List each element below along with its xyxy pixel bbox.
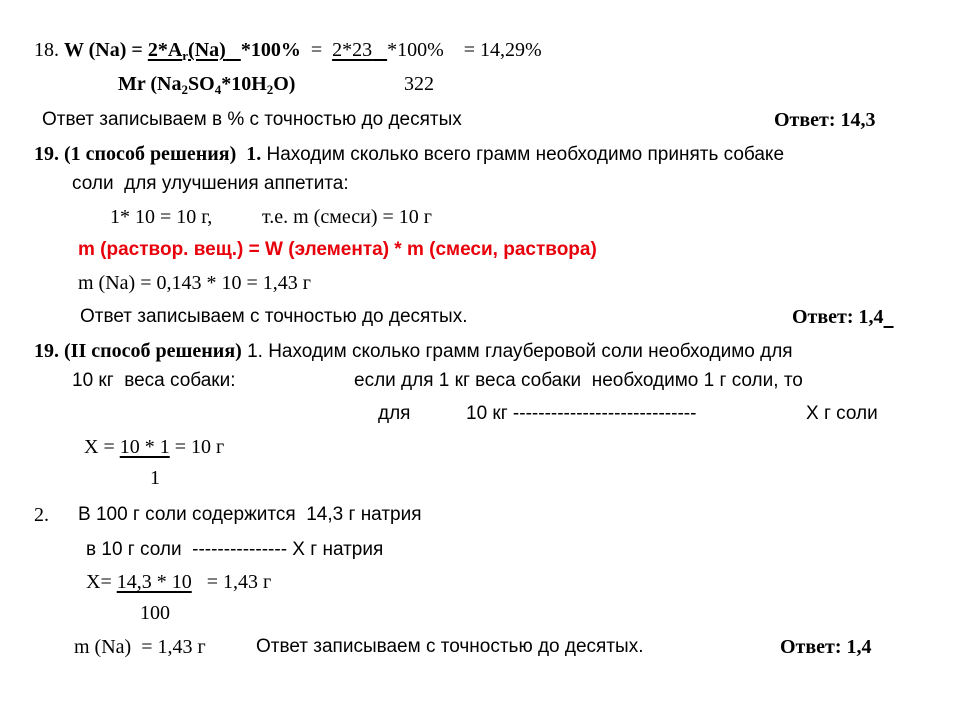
task19b-x2-equation: X= 14,3 * 10 = 1,43 г (86, 571, 272, 593)
task18-numerator-number: 2*23 (332, 39, 373, 61)
task18-times100-bold: *100% (240, 39, 301, 61)
task18-result: = 14,29% (463, 39, 542, 61)
task18-numerator: $2*A_r(Na)$ (147, 39, 226, 63)
task18-times100: *100% (387, 39, 444, 61)
task19a-calc-note: т.е. m (смеси) = 10 г (262, 206, 432, 228)
task19a-m-na: m (Na) = 0,143 * 10 = 1,43 г (78, 272, 311, 294)
task19a-answer: Ответ: 1,4 (792, 306, 884, 328)
task19b-line3-for: для (378, 403, 411, 424)
task18-formula-line (34, 39, 542, 63)
task19b-line2-left: 10 кг веса собаки: (72, 370, 236, 391)
task19b-step2-number: 2. (34, 504, 49, 526)
task19b-final-answer: Ответ: 1,4 (780, 636, 872, 658)
task19b-final-m: m (Na) = 1,43 г (74, 636, 206, 658)
task18-answer: Ответ: 14,3 (774, 109, 876, 131)
task18-lhs: W (Na) = (64, 39, 143, 61)
task19a-note: Ответ записываем с точностью до десятых. (80, 306, 468, 327)
task19a-line2: соли для улучшения аппетита: (72, 173, 349, 194)
task18-denominator-label: Mr $(Na_2SO_4*10H_2O)$ (118, 73, 296, 97)
task19a-calc: 1* 10 = 10 г, (110, 206, 213, 228)
task19b-final-note: Ответ записываем с точностью до десятых. (256, 636, 644, 657)
task18-equals: = (310, 39, 323, 61)
task19b-step2-line2: в 10 г соли --------------- X г натрия (86, 539, 384, 560)
task19b-line3-x: X г соли (806, 403, 878, 424)
task18-note: Ответ записываем в % с точностью до десятых (42, 109, 462, 130)
task19a-red-formula: m (раствор. вещ.) = W (элемента) * m (смеси, раствора) (78, 239, 597, 260)
task19b-step2-text: В 100 г соли содержится 14,3 г натрия (78, 504, 422, 525)
task19b-x2-denominator: 100 (140, 602, 170, 624)
task19b-x2-numerator: 14,3 * 10 (116, 571, 192, 593)
task19b-x-equation: X = 10 * 1 = 10 г (84, 436, 225, 458)
task19b-line2-right: если для 1 кг веса собаки необходимо 1 г соли, то (354, 370, 803, 391)
task19b-header: 19. (II способ решения) 1. Находим сколько грамм глауберовой соли необходимо для (34, 340, 793, 362)
task19b-x-denominator: 1 (150, 467, 160, 489)
task18-denominator-value: 322 (404, 73, 434, 95)
task18-number: 18. (34, 39, 59, 61)
task19a-header: 19. (1 способ решения) 1. Находим сколько всего грамм необходимо принять собаке (34, 143, 785, 165)
task19b-x-numerator: 10 * 1 (119, 436, 170, 458)
task19b-line3-rest: 10 кг ----------------------------- (466, 403, 697, 424)
